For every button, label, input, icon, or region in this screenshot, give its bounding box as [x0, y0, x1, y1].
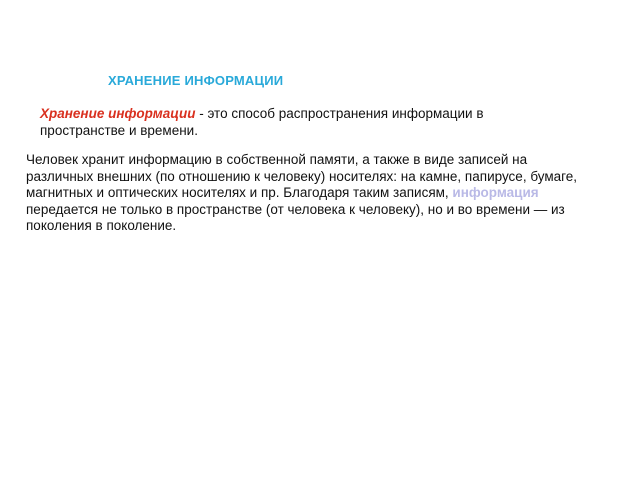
body-text-before: Человек хранит информацию в собственной памяти, а также в виде записей на различных внешних (по отношению к человеку) носителях: на камне, папирусе, бумаге, магнитных и оптических носителях и пр. Благодаря таким записям, — [26, 152, 578, 200]
slide-title: ХРАНЕНИЕ ИНФОРМАЦИИ — [108, 73, 284, 88]
definition-text: - это способ распространения информации в пространстве и времени. — [40, 106, 484, 138]
body-paragraph — [26, 152, 586, 235]
highlighted-term: информация — [452, 185, 539, 200]
definition-paragraph — [40, 106, 560, 139]
body-text-after: передается не только в пространстве (от человека к человеку), но и во времени — из поколения в поколение. — [26, 201, 565, 233]
definition-term: Хранение информации — [40, 106, 196, 121]
